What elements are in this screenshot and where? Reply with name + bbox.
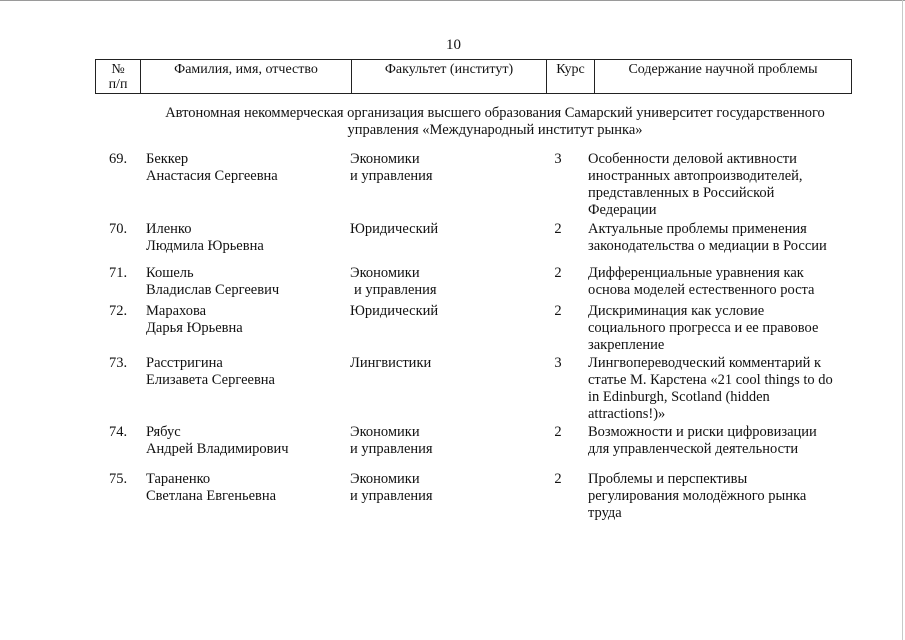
- faculty: [350, 424, 530, 458]
- row-number: 73.: [108, 355, 128, 371]
- faculty: [350, 151, 530, 185]
- student-name: [146, 151, 336, 185]
- topic-line: in Edinburgh, Scotland (hidden: [588, 389, 770, 405]
- section-title: [140, 105, 850, 139]
- row-number: 72.: [108, 303, 128, 319]
- faculty-line: Экономики: [350, 151, 420, 167]
- faculty-line: Экономики: [350, 471, 420, 487]
- topic-line: регулирования молодёжного рынка: [588, 488, 807, 504]
- topic-line: attractions!)»: [588, 406, 666, 422]
- faculty-line: Лингвистики: [350, 355, 432, 371]
- faculty-line: Экономики: [350, 424, 420, 440]
- student-name: [146, 424, 336, 458]
- topic-line: Возможности и риски цифровизации: [588, 424, 817, 440]
- research-topic: [588, 424, 853, 458]
- name-line: Анастасия Сергеевна: [146, 168, 278, 184]
- header-no-line: №: [111, 62, 125, 77]
- row-number: 71.: [108, 265, 128, 281]
- topic-line: Проблемы и перспективы: [588, 471, 748, 487]
- name-line: Дарья Юрьевна: [146, 320, 243, 336]
- faculty-line: и управления: [350, 441, 433, 457]
- student-name: [146, 355, 336, 389]
- scan-border-top: [0, 0, 905, 1]
- course: 2: [554, 471, 562, 487]
- faculty-line: и управления: [350, 168, 433, 184]
- faculty: [350, 303, 530, 320]
- header-course: Курс: [547, 60, 595, 94]
- section-title-line: управления «Международный институт рынка»: [347, 122, 643, 138]
- faculty: [350, 471, 530, 505]
- student-name: [146, 221, 336, 255]
- student-name: [146, 303, 336, 337]
- course: 3: [554, 151, 562, 167]
- student-name: [146, 471, 336, 505]
- row-number: 70.: [108, 221, 128, 237]
- faculty-line: и управления: [350, 488, 433, 504]
- topic-line: Лингвопереводческий комментарий к: [588, 355, 822, 371]
- topic-line: основа моделей естественного роста: [588, 282, 815, 298]
- name-line: Елизавета Сергеевна: [146, 372, 275, 388]
- name-line: Светлана Евгеньевна: [146, 488, 277, 504]
- faculty-line: Экономики: [350, 265, 420, 281]
- course: 2: [554, 303, 562, 319]
- topic-line: представленных в Российской: [588, 185, 775, 201]
- course: 2: [554, 265, 562, 281]
- research-topic: [588, 151, 853, 219]
- name-line: Кошель: [146, 265, 194, 281]
- topic-line: социального прогресса и ее правовое: [588, 320, 819, 336]
- research-topic: [588, 221, 853, 255]
- name-line: Рябус: [146, 424, 181, 440]
- topic-line: законодательства о медиации в России: [588, 238, 827, 254]
- header-name: Фамилия, имя, отчество: [141, 60, 352, 94]
- name-line: Расстригина: [146, 355, 223, 371]
- row-number: 75.: [108, 471, 128, 487]
- topic-line: статье М. Карстена «21 cool things to do: [588, 372, 833, 388]
- topic-line: Дискриминация как условие: [588, 303, 765, 319]
- table-header: [95, 59, 852, 94]
- header-no: [96, 60, 141, 94]
- topic-line: Федерации: [588, 202, 657, 218]
- topic-line: Дифференциальные уравнения как: [588, 265, 804, 281]
- header-faculty: Факультет (институт): [352, 60, 547, 94]
- research-topic: [588, 265, 853, 299]
- scan-border-right: [902, 0, 903, 640]
- row-number: 69.: [108, 151, 128, 167]
- faculty: [350, 221, 530, 238]
- name-line: Иленко: [146, 221, 192, 237]
- faculty: [350, 265, 530, 299]
- name-line: Владислав Сергеевич: [146, 282, 280, 298]
- topic-line: Особенности деловой активности: [588, 151, 797, 167]
- research-topic: [588, 471, 853, 522]
- research-topic: [588, 355, 853, 423]
- research-topic: [588, 303, 853, 354]
- faculty-line: Юридический: [350, 221, 439, 237]
- course: 2: [554, 221, 562, 237]
- name-line: Беккер: [146, 151, 189, 167]
- topic-line: для управленческой деятельности: [588, 441, 799, 457]
- course: 2: [554, 424, 562, 440]
- faculty-line: Юридический: [350, 303, 439, 319]
- student-name: [146, 265, 336, 299]
- name-line: Тараненко: [146, 471, 211, 487]
- header-topic: Содержание научной проблемы: [595, 60, 852, 94]
- page-number: 10: [446, 37, 461, 53]
- name-line: Марахова: [146, 303, 207, 319]
- topic-line: труда: [588, 505, 622, 521]
- name-line: Людмила Юрьевна: [146, 238, 264, 254]
- faculty-line: и управления: [354, 282, 437, 298]
- section-title-line: Автономная некоммерческая организация высшего образования Самарский университет государственного: [165, 105, 825, 121]
- topic-line: закрепление: [588, 337, 665, 353]
- header-no-line: п/п: [108, 77, 128, 92]
- name-line: Андрей Владимирович: [146, 441, 289, 457]
- topic-line: Актуальные проблемы применения: [588, 221, 807, 237]
- row-number: 74.: [108, 424, 128, 440]
- topic-line: иностранных автопроизводителей,: [588, 168, 803, 184]
- faculty: [350, 355, 530, 372]
- course: 3: [554, 355, 562, 371]
